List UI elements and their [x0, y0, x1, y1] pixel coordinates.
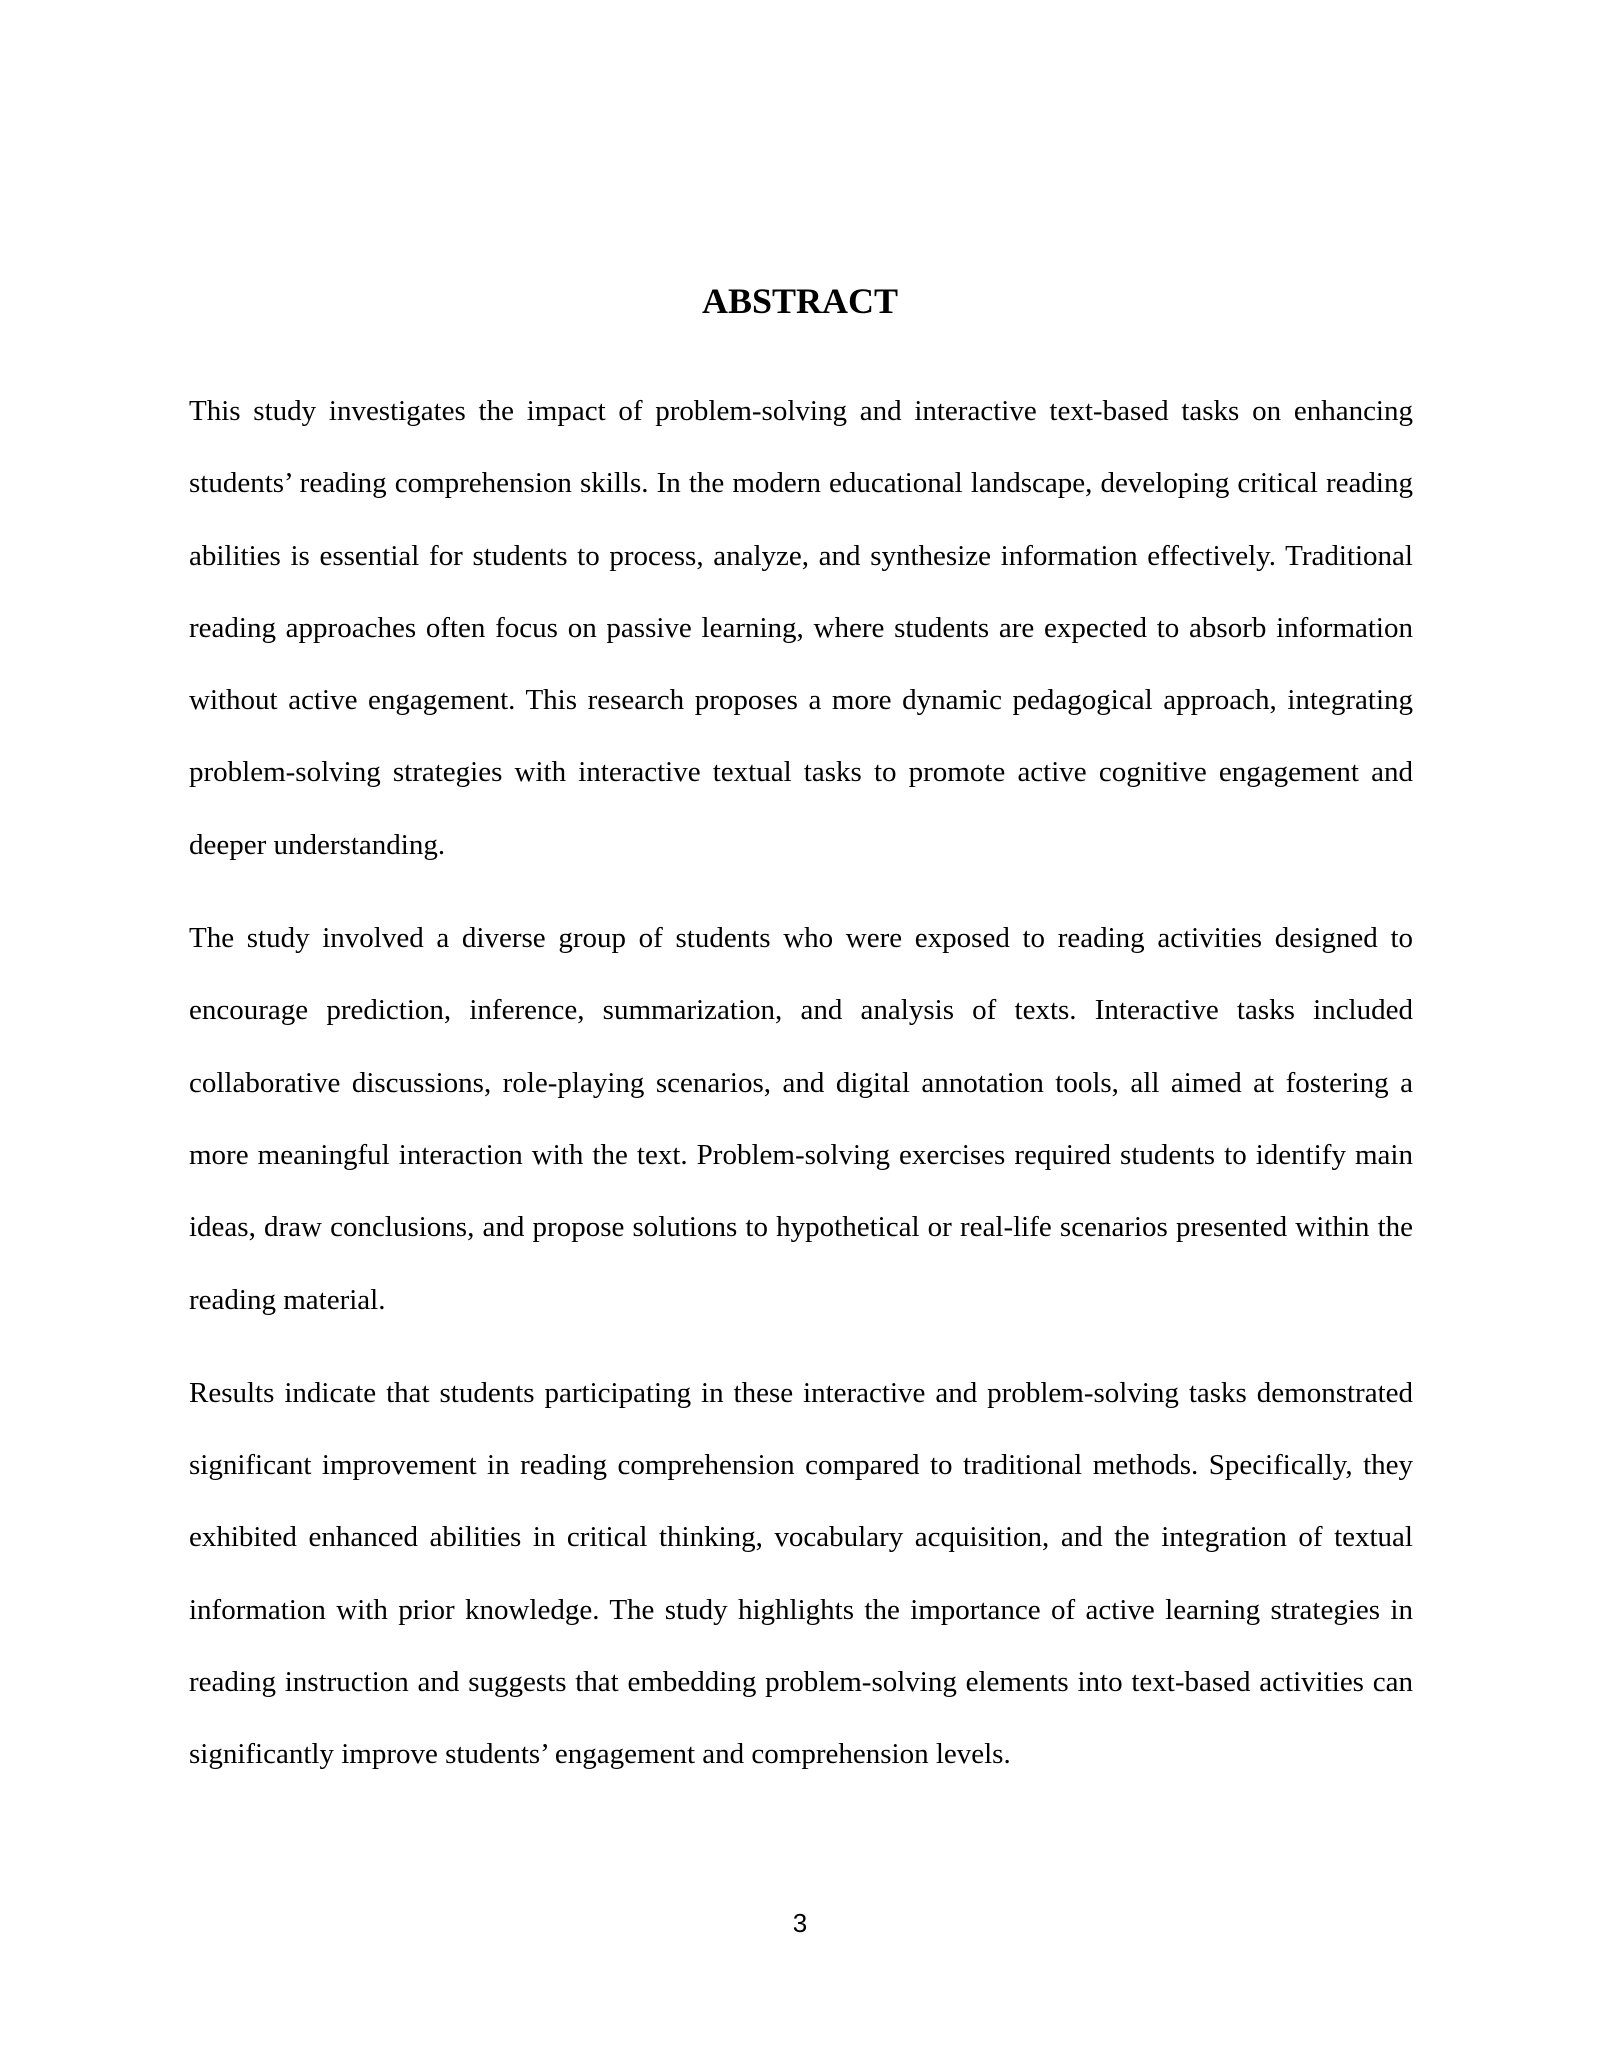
abstract-paragraph-1: This study investigates the impact of problem-solving and interactive text-based tasks on enhancing students’ reading comprehension skills. In the modern educational landscape, developing critical reading abilities is essential for students to process, analyze, and synthesize information effectively. Traditional reading approaches often focus on passive learning, where students are expected to absorb information without active engagement. This research proposes a more dynamic pedagogical approach, integrating problem-solving strategies with interactive textual tasks to promote active cognitive engagement and deeper understanding.: [189, 395, 1413, 861]
abstract-paragraph-3: Results indicate that students participating in these interactive and problem-solving tasks demonstrated significant improvement in reading comprehension compared to traditional methods. Specifically, they exhibited enhanced abilities in critical thinking, vocabulary acquisition, and the integration of textual information with prior knowledge. The study highlights the importance of active learning strategies in reading instruction and suggests that embedding problem-solving elements into text-based activities can significantly improve students’ engagement and comprehension levels.: [189, 1376, 1413, 1771]
abstract-paragraph-2: The study involved a diverse group of students who were exposed to reading activities designed to encourage prediction, inference, summarization, and analysis of texts. Interactive tasks included collaborative discussions, role-playing scenarios, and digital annotation tools, all aimed at fostering a more meaningful interaction with the text. Problem-solving exercises required students to identify main ideas, draw conclusions, and propose solutions to hypothetical or real-life scenarios presented within the reading material.: [189, 922, 1413, 1316]
page-title: ABSTRACT: [701, 281, 899, 321]
page-number: 3: [792, 1908, 808, 1938]
abstract-body: [189, 375, 1413, 1812]
